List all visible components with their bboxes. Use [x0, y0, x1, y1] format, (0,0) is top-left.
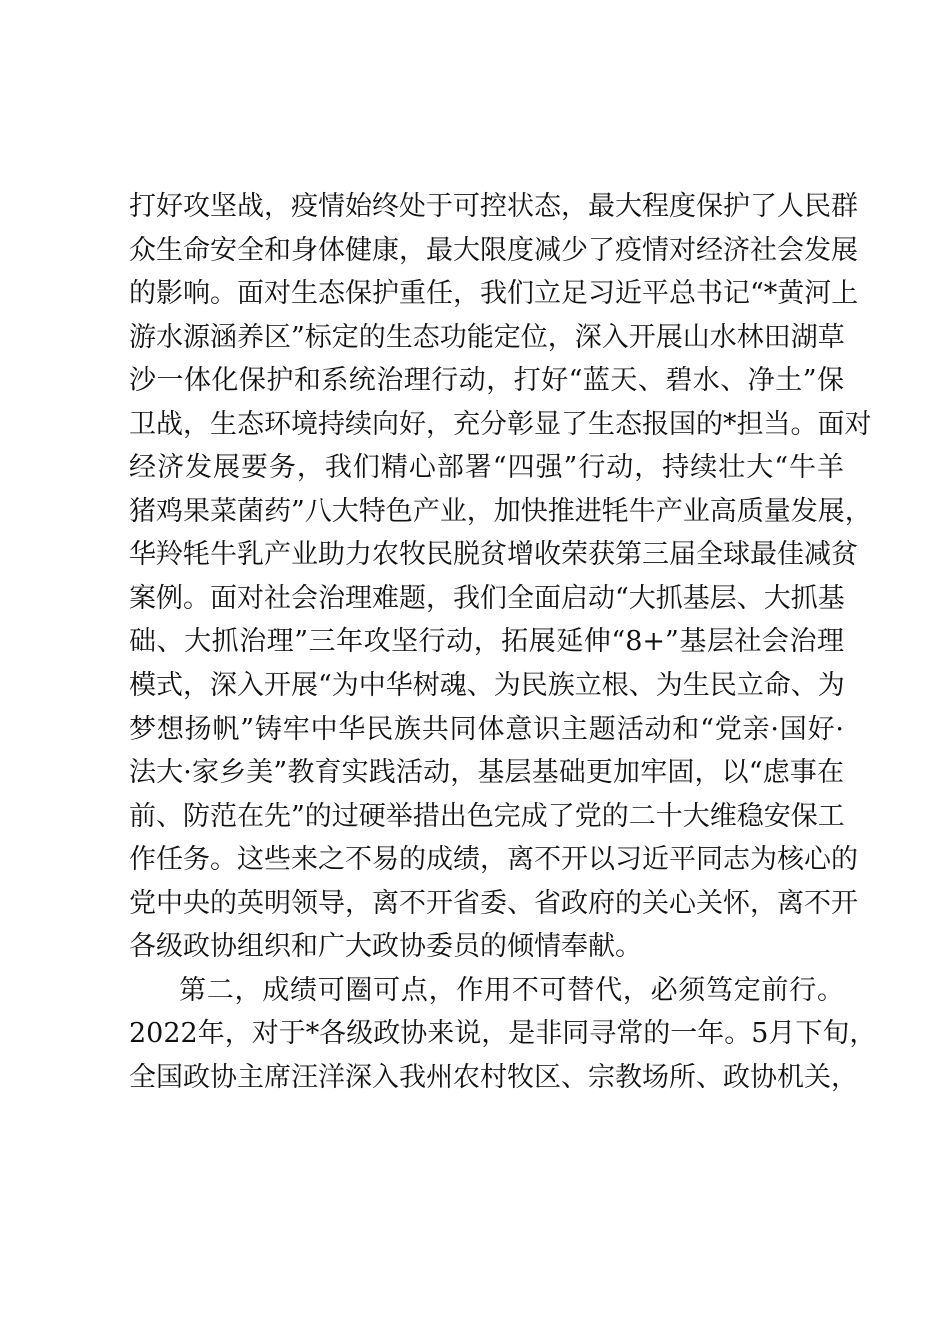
text-line: 2022年，对于*各级政协来说，是非同寻常的一年。5月下旬，	[129, 1018, 877, 1050]
text-line: 全国政协主席汪洋深入我州农村牧区、宗教场所、政协机关，	[129, 1061, 858, 1093]
body-text	[129, 185, 877, 1099]
text-line: 的影响。面对生态保护重任，我们立足习近平总书记“*黄河上	[129, 278, 859, 310]
text-line: 沙一体化保护和系统治理行动，打好“蓝天、碧水、净土”保	[129, 365, 844, 397]
text-line: 猪鸡果菜菌药”八大特色产业，加快推进牦牛产业高质量发展，	[129, 495, 872, 527]
text-line: 梦想扬帆”铸牢中华民族共同体意识主题活动和“党亲·国好·	[129, 713, 844, 745]
text-line: 众生命安全和身体健康，最大限度减少了疫情对经济社会发展	[129, 234, 858, 266]
text-line: 各级政协组织和广大政协委员的倾情奉献。	[129, 931, 642, 963]
text-line: 第二，成绩可圈可点，作用不可替代，必须笃定前行。	[179, 974, 844, 1006]
text-line: 打好攻坚战，疫情始终处于可控状态，最大程度保护了人民群	[129, 191, 858, 222]
text-line: 模式，深入开展“为中华树魂、为民族立根、为生民立命、为	[129, 670, 845, 702]
text-line: 经济发展要务，我们精心部署“四强”行动，持续壮大“牛羊	[129, 452, 844, 484]
paragraph-2	[129, 969, 877, 1100]
text-line: 华羚牦牛乳产业助力农牧民脱贫增收荣获第三届全球最佳减贫	[129, 539, 858, 571]
text-line: 前、防范在先”的过硬举措出色完成了党的二十大维稳安保工	[129, 800, 845, 832]
text-line: 案例。面对社会治理难题，我们全面启动“大抓基层、大抓基	[129, 582, 845, 614]
text-line: 础、大抓治理”三年攻坚行动，拓展延伸“8+”基层社会治理	[129, 626, 844, 658]
paragraph-1	[129, 185, 872, 969]
text-line: 法大·家乡美”教育实践活动，基层基础更加牢固，以“虑事在	[129, 757, 844, 789]
text-line: 党中央的英明领导，离不开省委、省政府的关心关怀，离不开	[129, 887, 858, 919]
text-line: 游水源涵养区”标定的生态功能定位，深入开展山水林田湖草	[129, 321, 845, 353]
text-line: 作任务。这些来之不易的成绩，离不开以习近平同志为核心的	[129, 844, 858, 876]
text-line: 卫战，生态环境持续向好，充分彰显了生态报国的*担当。面对	[129, 408, 872, 440]
